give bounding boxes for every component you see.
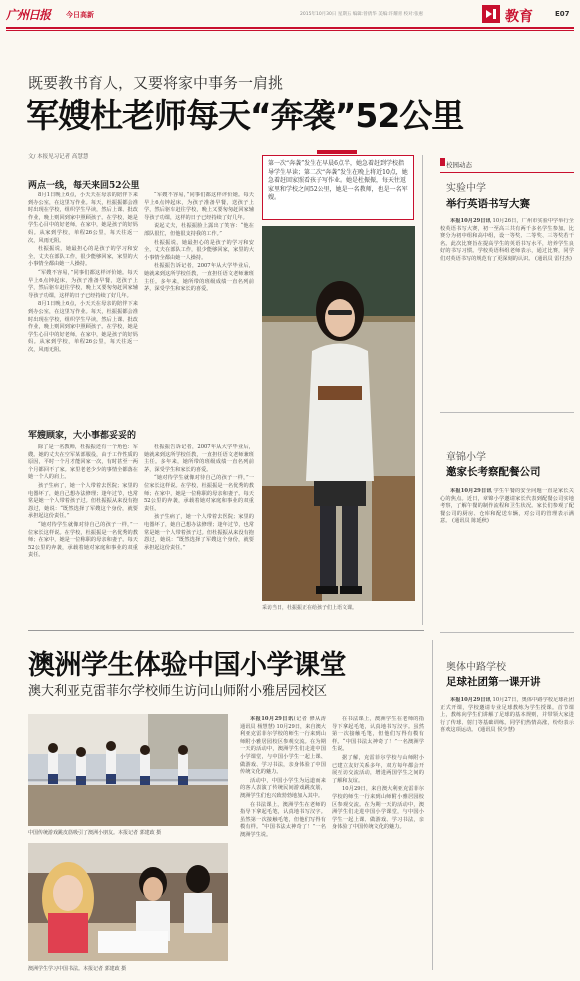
lead-col1-upper — [28, 192, 138, 422]
pull-quote-tab — [317, 150, 357, 154]
paragraph: 除了是一名教师，杜振振还有一个角色：军嫂。她的丈夫在空军某部服役，由于工作性质的原因，平时一个月才能回家一次，有时甚至一两个月都回不了家。家里老老少少的事情全都落在她一个人的肩上。 — [28, 444, 138, 481]
lead-subhead-1: 两点一线，每天来回52公里 — [28, 181, 140, 191]
issue-meta: 2015年10月30日 星期五 编辑:曾倩华 美编:许耀青 校对:张惠 — [300, 12, 424, 17]
column-divider — [432, 640, 433, 970]
sidebar-item-1-school: 实验中学 — [446, 183, 486, 194]
paragraph: 杜振振说，她最担心的是孩子的学习和安全，丈夫在部队工作，很少能够回家，家里的大小事情全都由她一人操持。 — [28, 246, 138, 268]
story2-photo-1-caption: 中国传统游戏跳皮筋吸引了澳洲小朋友。本报记者 郭建政 摄 — [28, 830, 162, 836]
paragraph: “她对待学生就像对待自己的孩子一样，”一位家长这样说。在学校，杜振振是一名优秀的教师；在家中，她是一位称职的母亲和妻子。每天52公里的奔袭，承载着她对家庭和事业的双重责任。 — [144, 475, 254, 512]
sidebar-item-2-body — [440, 488, 574, 626]
paragraph: 杜振振告诉记者，2007年从大学毕业后，她就来到这所学校任教，一直担任语文老师兼班主任。多年来，她所带的班级成绩一直名列前茅，深受学生和家长的喜爱。 — [144, 444, 254, 473]
lead-col2-lower — [144, 444, 254, 616]
teacher-photo-caption: 采访当日，杜振振正在给孩子们上语文课。 — [262, 605, 358, 611]
paragraph: 10月26日，广州市实验中学举行全校英语书写大赛，初一至高三共有两千多名学生参加。比赛分为初中组和高中组，设一等奖、二等奖、三等奖若干名。此次比赛旨在提高学生的英语书写水平，培养学生良好的书写习惯。学校英语科组老师表示，通过比赛，同学们对英语书写的规范有了更深刻的认识。 — [440, 218, 574, 262]
newspaper-logo: 广州日报 — [6, 8, 51, 22]
header-rule-thin — [6, 30, 574, 31]
story2-headline: 澳洲学生体验中国小学课堂 — [28, 650, 346, 681]
header-rule — [6, 27, 574, 29]
sidebar-tag: 校园动态 — [446, 161, 472, 169]
dateline: 本报10月29日讯 — [450, 218, 491, 224]
lead-byline: 文/ 本报见习记者 高慧慧 — [28, 154, 89, 160]
column-divider — [422, 155, 423, 625]
edu-logo-icon — [482, 5, 500, 23]
reporters: (记者 修从涛 通讯员 杨慧慧) — [240, 716, 326, 730]
paragraph: 孩子生病了，她一个人带着去医院；家里的电器坏了，她自己想办法修理；逢年过节，也常常是她一个人带着孩子过。但杜振振从来没有抱怨过，她说：“既然选择了军嫂这个身份，就要承担起这份责任。” — [28, 482, 138, 520]
paragraph: 说起丈夫，杜振振脸上露出了笑容：“他在部队很忙，但他很支持我的工作。” — [144, 223, 254, 237]
edu-section-label: 教育 — [505, 9, 533, 25]
sidebar-tag-marker — [440, 158, 445, 166]
paragraph: 杜振振说，她最担心的是孩子的学习和安全，丈夫在部队工作，很少能够回家，家里的大小事情全都由她一人操持。 — [144, 239, 254, 261]
paragraph: 在书法课上，澳洲学生在老师的指导下拿起毛笔，认真地书写汉字。虽然第一次接触毛笔，但他们写得有模有样。“中国书法太神奇了！”一名澳洲学生说。 — [240, 801, 326, 838]
sidebar-item-2-school: 章锦小学 — [446, 452, 486, 463]
teacher-photo — [262, 226, 415, 601]
story2-photo-1 — [28, 714, 228, 826]
lead-headline: 军嫂杜老师每天“奔袭”52公里 — [26, 96, 464, 135]
paragraph: 8月1日晚上6点，小天天在母亲的陪伴下来到办公室，在这里写作业。每天，杜振振都会准时出现在学校，组织学生早读，然后上课、批改作业，晚上则回到家中照顾孩子。在学校，她是学生心目中的好老师，在家中，她是孩子的好妈妈。从家到学校，单程26公里，每天往返一次，风雨无阻。 — [28, 301, 138, 353]
sidebar-item-3-body — [440, 697, 574, 967]
paragraph: 10月29日，来自澳大利亚克雷菲尔学校的师生一行来到山师附小雅居园校区参观交流。在为期一天的活动中，澳洲学生们走进中国小学课堂，与中国小学生一起上课、做游戏、学习书法，亲身体验了中国传统文化的魅力。 — [332, 786, 424, 831]
sidebar-divider — [440, 632, 574, 633]
paragraph: “军嫂不容易，”同事们都这样评价她。每天早上6点钟起床，为孩子准备早餐，送孩子上学，然后驱车赶往学校，晚上又要匆匆赶回家辅导孩子功课，这样的日子已经持续了好几年。 — [144, 192, 254, 221]
sidebar-item-1-title: 举行英语书写大赛 — [446, 198, 530, 210]
paragraph: 活动中，中国小学生为远道而来的客人表演了传统民间游戏跳皮筋，澳洲学生们也兴致勃勃地加入其中。 — [240, 777, 326, 799]
reporter: (通讯员 雷付杰) — [535, 255, 572, 262]
sidebar-item-3-school: 奥体中路学校 — [446, 662, 506, 673]
dateline: 本报10月29日讯 — [450, 488, 492, 494]
paragraph: “军嫂不容易，”同事们都这样评价她。每天早上6点钟起床，为孩子准备早餐，送孩子上学，然后驱车赶往学校，晚上又要匆匆赶回家辅导孩子功课，这样的日子已经持续了好几年。 — [28, 269, 138, 299]
reporter: (通讯员 侯少慧) — [477, 727, 515, 734]
lead-col1-lower — [28, 444, 138, 616]
section-name: 今日高新 — [66, 11, 94, 19]
paragraph: 学生午餐的安全问题一直是家长关心的焦点。近日，章锦小学邀请家长代表到配餐公司实地考察，了解午餐的制作流程和卫生状况。家长们参观了配餐公司的厨房、仓库和配送车辆，对公司的管理表示满意。 — [440, 488, 574, 525]
paragraph: 杜振振告诉记者，2007年从大学毕业后，她就来到这所学校任教，一直担任语文老师兼班主任。多年来，她所带的班级成绩一直名列前茅，深受学生和家长的喜爱。 — [144, 263, 254, 293]
paragraph: 8月1日晚上6点，小天天在母亲的陪伴下来到办公室，在这里写作业。每天，杜振振都会准时出现在学校，组织学生早读，然后上课、批改作业，晚上则回到家中照顾孩子。在学校，她是学生心目中的好老师，在家中，她是孩子的好妈妈。从家到学校，单程26公里，每天往返一次，风雨无阻。 — [28, 192, 138, 244]
lead-col2-upper — [144, 192, 254, 422]
dateline: 本报10月29日讯 — [250, 716, 294, 722]
paragraph: 据了解，克雷菲尔学校与山师附小已建立友好关系多年，双方每年都会开展互访交流活动，增进两国学生之间的了解和友谊。 — [332, 754, 424, 784]
story2-col1 — [240, 716, 326, 974]
lead-subhead-2: 军嫂顾家，大小事都妥妥的 — [28, 431, 137, 441]
paragraph: 10月29日，来自澳大利亚克雷菲尔学校的师生一行来到山师附小雅居园校区参观交流。在为期一天的活动中，澳洲学生们走进中国小学课堂，与中国小学生一起上课、做游戏、学习书法，亲身体验了中国传统文化的魅力。 — [240, 723, 326, 776]
paragraph: 在书法课上，澳洲学生在老师的指导下拿起毛笔，认真地书写汉字。虽然第一次接触毛笔，但他们写得有模有样。“中国书法太神奇了！”一名澳洲学生说。 — [332, 716, 424, 753]
sidebar-rule — [440, 172, 574, 173]
dateline: 本报10月29日讯 — [450, 697, 491, 703]
sidebar-item-3-title: 足球社团第一课开讲 — [446, 676, 541, 688]
pull-quote-text: 第一次“奔袭”发生在早晨6点半，她急着赶到学校指导学生早读；第二次“奔袭”发生在晚上将近10点，她急着赶回家照看孩子写作业。她是杜振振，每天往返家里和学校之间52公里，她是一名教师，也是一名军嫂。 — [268, 160, 408, 201]
lead-kicker: 既要教书育人，又要将家中事务一肩挑 — [28, 74, 284, 92]
story2-photo-2-caption: 澳洲学生学习中国书法。本报记者 郭建政 摄 — [28, 966, 127, 972]
paragraph: 孩子生病了，她一个人带着去医院；家里的电器坏了，她自己想办法修理；逢年过节，也常常是她一个人带着孩子过。但杜振振从来没有抱怨过，她说：“既然选择了军嫂这个身份，就要承担起这份责任。” — [144, 514, 254, 551]
story-divider — [28, 630, 424, 631]
sidebar-item-1-body — [440, 218, 574, 408]
reporter: (通讯员 陈延秋) — [452, 518, 489, 525]
story2-photo-2 — [28, 843, 228, 961]
story2-subhead: 澳大利亚克雷菲尔学校师生访问山师附小雅居园校区 — [28, 684, 328, 699]
story2-col2 — [332, 716, 424, 974]
page-number: E07 — [555, 10, 570, 18]
sidebar-item-2-title: 邀家长考察配餐公司 — [446, 466, 541, 478]
paragraph: 10月27日，奥体中路学校足球社团正式开课，学校邀请专业足球教练为学生授课。首节课上，教练向学生们讲解了足球的基本规则，并带领大家进行了传球、射门等基础训练。同学们热情高涨，纷纷表示喜欢这项运动。 — [440, 697, 574, 734]
sidebar-divider — [440, 412, 574, 413]
paragraph: “她对待学生就像对待自己的孩子一样，”一位家长这样说。在学校，杜振振是一名优秀的教师；在家中，她是一位称职的母亲和妻子。每天52公里的奔袭，承载着她对家庭和事业的双重责任。 — [28, 521, 138, 559]
